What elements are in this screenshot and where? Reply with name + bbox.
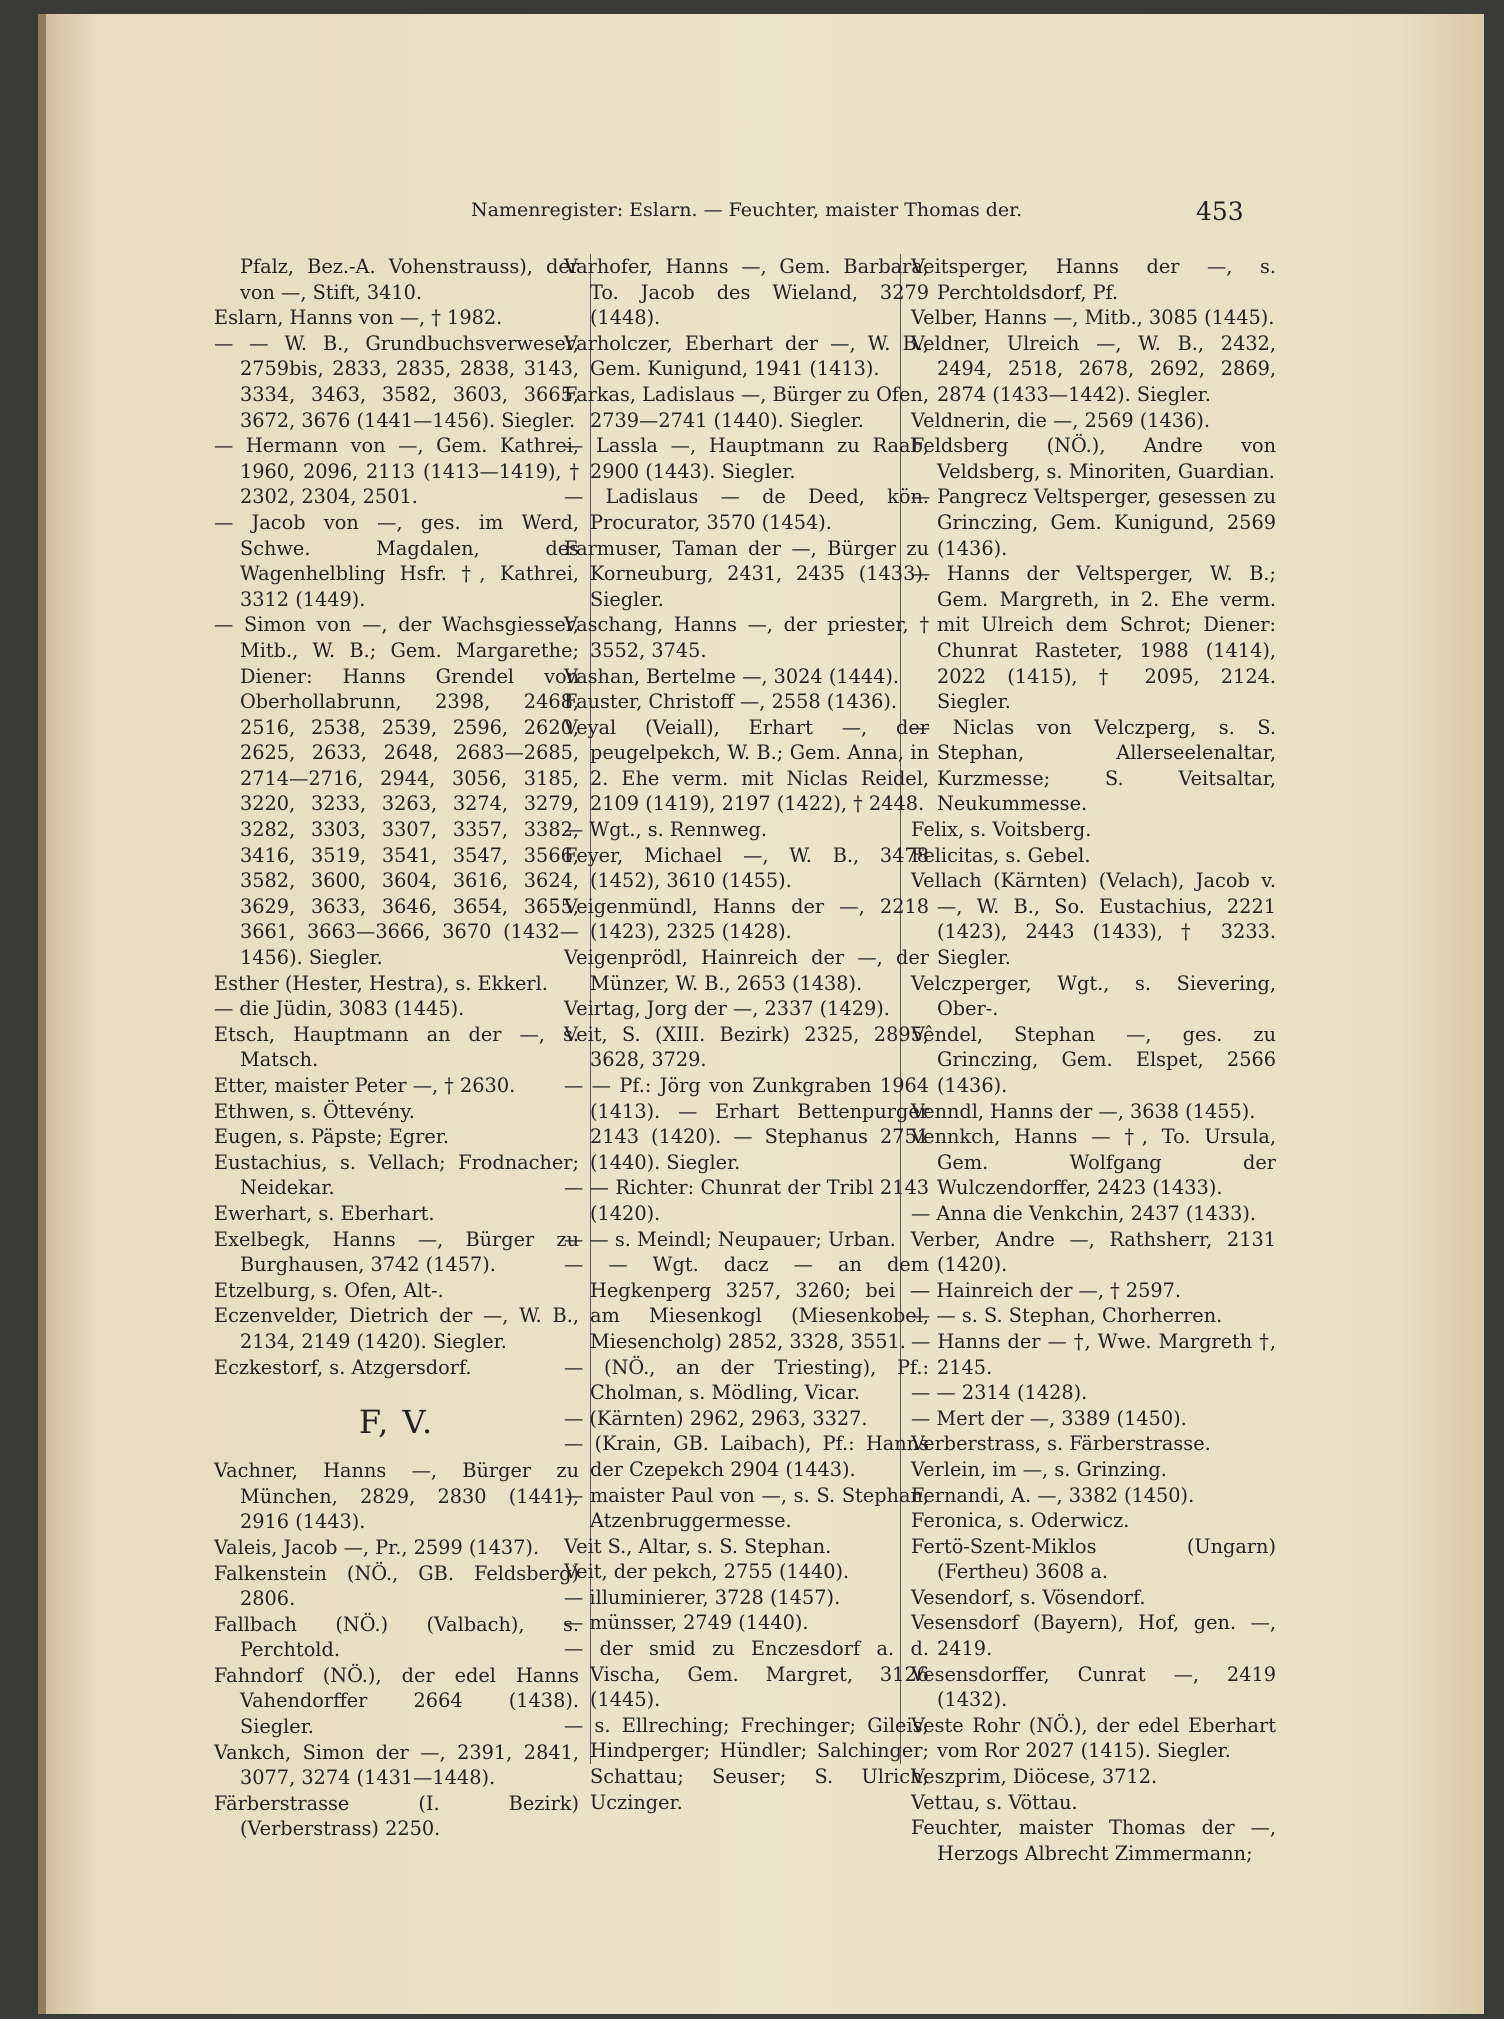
index-entry: — s. Ellreching; Frechinger; Gileis; Hindperger; Hündler; Salchinger; Schattau; Seuser; S. Ulrich; Uczinger. [564,1713,929,1814]
index-entry: Verlein, im —, s. Grinzing. [911,1457,1167,1481]
index-entry: Veigenmündl, Hanns der —, 2218 (1423), 2325 (1428). [564,894,929,944]
index-entry: Vesensdorf (Bayern), Hof, gen. —, 2419. [911,1611,1276,1661]
index-entry: Eczenvelder, Dietrich der —, W. B., 2134, 2149 (1420). Siegler. [214,1304,579,1353]
index-entry: Feyer, Michael —, W. B., 3478 (1452), 3610 (1455). [564,843,929,893]
index-entry: Falkenstein (NÖ., GB. Feldsberg) 2806. [214,1561,579,1611]
index-entry: Esther (Hester, Hestra), s. Ekkerl. [214,971,548,995]
index-entry: — (NÖ., an der Triesting), Pf.: Cholman, s. Mödling, Vicar. [564,1355,929,1405]
section-heading: F, V. [358,1403,435,1442]
index-entry: — — Wgt. dacz — an dem Hegkenperg 3257, 3260; bei — am Miesenkogl (Miesenkobel, Miesencholg) 2852, 3328, 3551. [564,1253,929,1353]
index-entry: — (Krain, GB. Laibach), Pf.: Hanns der Czepekch 2904 (1443). [564,1432,929,1481]
header-title: Namenregister: Eslarn. — Feuchter, maister Thomas der. [471,199,1023,221]
index-entry: — Wgt., s. Rennweg. [564,818,768,842]
index-entry: — münsser, 2749 (1440). [564,1611,809,1635]
index-entry: Veit S., Altar, s. S. Stephan. [564,1534,832,1558]
index-entry: — Jacob von —, ges. im Werd, Schwe. Magdalen, des Wagenhelbling Hsfr. †, Kathrei, 3312 (1449). [214,510,579,611]
index-entry: — Anna die Venkchin, 2437 (1433). [911,1201,1257,1225]
index-entry: Veldner, Ulreich —, W. B., 2432, 2494, 2518, 2678, 2692, 2869, 2874 (1433—1442). Siegler. [911,331,1276,406]
index-entry: — Hermann von —, Gem. Kathrei, 1960, 2096, 2113 (1413—1419), † 2302, 2304, 2501. [214,434,579,509]
page-spine [38,14,46,2014]
index-entry: Etter, maister Peter —, † 2630. [214,1074,516,1097]
index-entry: Veit, der pekch, 2755 (1440). [564,1560,850,1584]
index-entry: Feldsberg (NÖ.), Andre von Veldsberg, s. Minoriten, Guardian. [911,434,1276,483]
index-entry: — — Pf.: Jörg von Zunkgraben 1964 (1413). — Erhart Bettenpurger 2143 (1420). — Stephanus 2751 (1440). Siegler. [564,1074,929,1174]
index-entry: Vettau, s. Vöttau. [911,1790,1078,1814]
index-entry: — Mert der —, 3389 (1450). [911,1406,1187,1430]
index-entry: Eugen, s. Päpste; Egrer. [214,1125,449,1149]
index-entry: Ethwen, s. Öttevény. [214,1099,415,1123]
index-entry: Etsch, Hauptmann an der —, s. Matsch. [214,1022,579,1072]
index-entry: Velczperger, Wgt., s. Sievering, Ober-. [911,971,1276,1021]
index-entry: Etzelburg, s. Ofen, Alt-. [214,1278,444,1302]
index-entry: Veste Rohr (NÖ.), der edel Eberhart vom Ror 2027 (1415). Siegler. [911,1713,1276,1763]
index-entry: Vashan, Bertelme —, 3024 (1444). [564,664,900,688]
index-entry: Vankch, Simon der —, 2391, 2841, 3077, 3274 (1431—1448). [214,1740,579,1790]
index-entry: Färberstrasse (I. Bezirk) (Verberstrass) 2250. [214,1791,579,1841]
page-number: 453 [1196,197,1244,226]
index-entry: Farkas, Ladislaus —, Bürger zu Ofen, 2739—2741 (1440). Siegler. [564,382,929,432]
index-column-3 [911,254,1276,1866]
index-entry: — Simon von —, der Wachsgiesser, Mitb., W. B.; Gem. Margarethe; Diener: Hanns Grendel von Oberhollabrunn, 2398, 2468, 2516, 2538, 2539, 2596, 2620, 2625, 2633, 2648, 2683—2685, 2714—2716, 2944, 3056, 3185, 3220, 3233, 3263, 3274, 3279, 3282, 3303, 3307, 3357, 3382, 3416, 3519, 3541, 3547, 3566, 3582, 3600, 3604, 3616, 3624, 3629, 3633, 3646, 3654, 3655, 3661, 3663—3666, 3670 (1432—1456). Siegler. [214,613,579,970]
index-entry: — — s. S. Stephan, Chorherren. [911,1304,1223,1328]
index-entry: Feronica, s. Oderwicz. [911,1509,1130,1533]
index-entry: Fernandi, A. —, 3382 (1450). [911,1483,1195,1507]
index-entry: Vesensdorffer, Cunrat —, 2419 (1432). [911,1662,1276,1712]
index-entry: — — s. Meindl; Neupauer; Urban. [564,1227,896,1251]
index-entry: Eustachius, s. Vellach; Frodnacher; Neidekar. [214,1150,579,1200]
index-entry: Verber, Andre —, Rathsherr, 2131 (1420). [911,1227,1276,1277]
index-entry: Fertö-Szent-Miklos (Ungarn) (Fertheu) 3608 a. [911,1534,1276,1584]
index-entry: Feuchter, maister Thomas der —, Herzogs Albrecht Zimmermann; [911,1816,1276,1865]
index-entry: — Hanns der — †, Wwe. Margreth †, 2145. [911,1329,1276,1379]
index-entry: Felicitas, s. Gebel. [911,843,1091,867]
index-entry: Varholczer, Eberhart der —, W. B., Gem. Kunigund, 1941 (1413). [564,331,929,381]
index-entry: — illuminierer, 3728 (1457). [564,1585,841,1609]
index-entry: — — 2314 (1428). [911,1381,1088,1405]
index-entry: Veldnerin, die —, 2569 (1436). [911,408,1210,432]
book-page [38,14,1484,2014]
index-entry: — Niclas von Velczperg, s. S. Stephan, Allerseelenaltar, Kurzmesse; S. Veitsaltar, Neukummesse. [911,715,1276,816]
index-entry: Eczkestorf, s. Atzgersdorf. [214,1355,472,1379]
index-entry: Vaschang, Hanns —, der priester, † 3552, 3745. [564,613,929,662]
index-entry: — die Jüdin, 3083 (1445). [214,997,465,1021]
index-entry: Vellach (Kärnten) (Velach), Jacob v. —, W. B., So. Eustachius, 2221 (1423), 2443 (1433), † 3233. Siegler. [911,869,1276,970]
index-entry: — — Richter: Chunrat der Tribl 2143 (1420). [564,1176,929,1225]
index-entry: Veit, S. (XIII. Bezirk) 2325, 2895, 3628, 3729. [564,1022,929,1072]
index-entry: — — W. B., Grundbuchsverweser, 2759bis, 2833, 2835, 2838, 3143, 3334, 3463, 3582, 3603, 3665, 3672, 3676 (1441—1456). Siegler. [214,331,579,432]
index-entry: Veigenprödl, Hainreich der —, der Münzer, W. B., 2653 (1438). [564,946,929,995]
index-entry: Exelbegk, Hanns —, Bürger zu Burghausen, 3742 (1457). [214,1227,579,1277]
index-entry: Veitsperger, Hanns der —, s. Perchtoldsdorf, Pf. [911,255,1276,304]
index-entry: Velber, Hanns —, Mitb., 3085 (1445). [911,306,1275,330]
index-entry: — (Kärnten) 2962, 2963, 3327. [564,1406,868,1430]
index-entry: Valeis, Jacob —, Pr., 2599 (1437). [214,1535,540,1559]
index-entry: Vennkch, Hanns — †, To. Ursula, Gem. Wolfgang der Wulczendorffer, 2423 (1433). [911,1125,1276,1200]
index-column-2 [564,254,929,1815]
index-entry: Verberstrass, s. Färberstrasse. [911,1432,1211,1456]
index-entry: — Ladislaus — de Deed, kön. Procurator, 3570 (1454). [564,485,929,534]
index-entry: Felix, s. Voitsberg. [911,818,1092,842]
index-entry: Pfalz, Bez.-A. Vohenstrauss), der von —, Stift, 3410. [240,255,579,304]
index-entry: Veyal (Veiall), Erhart —, der peugelpekch, W. B.; Gem. Anna, in 2. Ehe verm. mit Niclas Reidel, 2109 (1419), 2197 (1422), † 2448. [564,715,929,816]
index-column-1 [214,254,579,1842]
index-entry: — Hainreich der —, † 2597. [911,1278,1182,1302]
index-entry: Veszprim, Diöcese, 3712. [911,1765,1158,1789]
index-entry: Fauster, Christoff —, 2558 (1436). [564,690,898,714]
index-entry: Veirtag, Jorg der —, 2337 (1429). [564,997,890,1021]
index-entry: Eslarn, Hanns von —, † 1982. [214,306,503,330]
index-entry: Fallbach (NÖ.) (Valbach), s. Perchtold. [214,1612,579,1662]
index-entry: Vesendorf, s. Vösendorf. [911,1585,1146,1609]
index-entry: — maister Paul von —, s. S. Stephan, Atzenbruggermesse. [564,1483,929,1533]
index-entry: Venndl, Hanns der —, 3638 (1455). [911,1099,1256,1123]
index-entry: — Pangrecz Veltsperger, gesessen zu Grinczing, Gem. Kunigund, 2569 (1436). [911,485,1276,560]
index-entry: Ewerhart, s. Eberhart. [214,1201,435,1225]
index-entry: — der smid zu Enczesdorf a. d. Vischa, Gem. Margret, 3126 (1445). [564,1637,929,1712]
index-entry: — Hanns der Veltsperger, W. B.; Gem. Margreth, in 2. Ehe verm. mit Ulreich dem Schrot; Diener: Chunrat Rasteter, 1988 (1414), 2022 (1415), † 2095, 2124. Siegler. [911,562,1276,714]
index-entry: Fahndorf (NÖ.), der edel Hanns Vahendorffer 2664 (1438). Siegler. [214,1663,579,1739]
index-entry: Vachner, Hanns —, Bürger zu München, 2829, 2830 (1441), 2916 (1443). [214,1459,579,1534]
index-entry: Vêndel, Stephan —, ges. zu Grinczing, Gem. Elspet, 2566 (1436). [911,1022,1276,1097]
index-entry: Varhofer, Hanns —, Gem. Barbara, To. Jacob des Wieland, 3279 (1448). [564,255,929,330]
index-entry: — Lassla —, Hauptmann zu Raab, 2900 (1443). Siegler. [564,434,929,483]
running-header [38,199,1484,229]
index-entry: Farmuser, Taman der —, Bürger zu Korneuburg, 2431, 2435 (1433). Siegler. [564,536,929,611]
